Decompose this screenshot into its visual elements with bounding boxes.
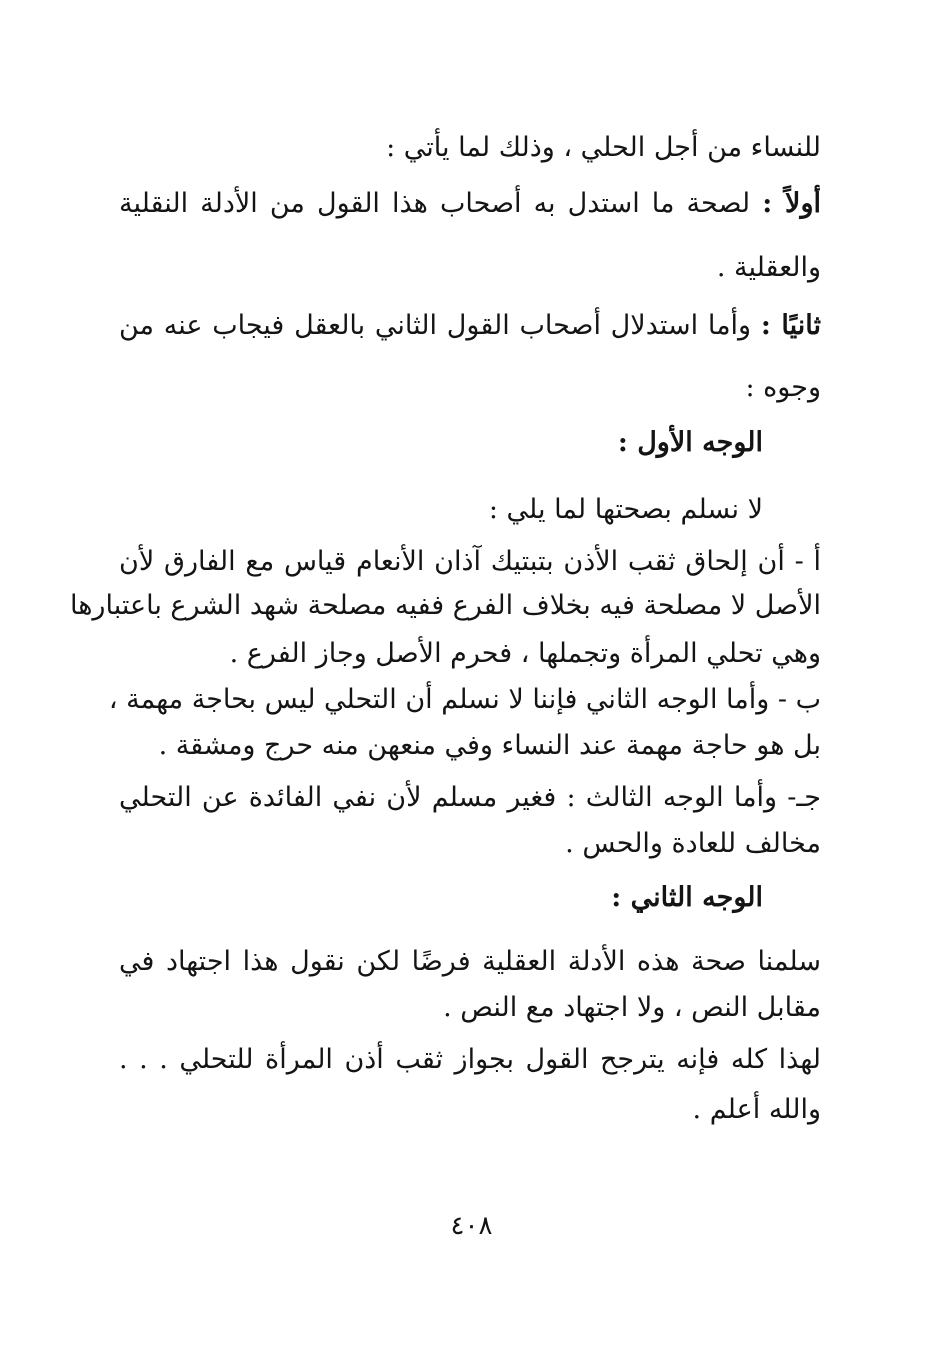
lead-second: ثانيًا : xyxy=(760,310,821,341)
text-line-4 xyxy=(119,306,821,346)
text-line-16 xyxy=(119,942,821,982)
line-text: أ - أن إلحاق ثقب الأذن بتبتيك آذان الأنعام قياس مع الفارق لأن xyxy=(119,546,821,577)
text-line-12 xyxy=(119,726,821,766)
line-text: بل هو حاجة مهمة عند النساء وفي منعهن منه حرج ومشقة . xyxy=(158,730,821,761)
line-text: ب - وأما الوجه الثاني فإننا لا نسلم أن التحلي ليس بحاجة مهمة ، xyxy=(108,684,821,715)
section-heading-second xyxy=(119,878,763,918)
line-text: والعقلية . xyxy=(716,252,821,283)
line-text: لهذا كله فإنه يترجح القول بجواز ثقب أذن المرأة للتحلي . . . xyxy=(119,1044,821,1075)
line-text: وأما استدلال أصحاب القول الثاني بالعقل فيجاب عنه من xyxy=(119,310,752,341)
line-text: والله أعلم . xyxy=(692,1094,821,1125)
text-line-18 xyxy=(119,1040,821,1080)
text-line-7 xyxy=(119,490,763,530)
page-number: ٤٠٨ xyxy=(450,1211,493,1241)
lead-first: أولاً : xyxy=(762,188,821,219)
section-heading-first xyxy=(119,423,763,463)
text-line-14 xyxy=(119,824,821,864)
line-text: سلمنا صحة هذه الأدلة العقلية فرضًا لكن نقول هذا اجتهاد في xyxy=(119,946,821,977)
line-text: لا نسلم بصحتها لما يلي : xyxy=(488,494,763,525)
text-line-2 xyxy=(119,184,821,224)
text-line-11 xyxy=(108,680,821,720)
text-line-9 xyxy=(69,586,821,626)
text-line-13 xyxy=(119,778,821,818)
line-text: للنساء من أجل الحلي ، وذلك لما يأتي : xyxy=(386,132,821,163)
heading-text: الوجه الأول : xyxy=(617,427,763,458)
text-line-19 xyxy=(119,1090,821,1130)
text-line-10 xyxy=(119,634,821,674)
heading-text: الوجه الثاني : xyxy=(611,882,763,913)
text-line-5 xyxy=(119,368,821,408)
line-text: مخالف للعادة والحس . xyxy=(565,828,821,859)
line-text: جـ- وأما الوجه الثالث : فغير مسلم لأن نفي الفائدة عن التحلي xyxy=(119,782,821,813)
line-text: وهي تحلي المرأة وتجملها ، فحرم الأصل وجاز الفرع . xyxy=(229,638,821,669)
text-line-8 xyxy=(119,542,821,582)
line-text: الأصل لا مصلحة فيه بخلاف الفرع ففيه مصلحة شهد الشرع باعتبارها xyxy=(69,590,821,621)
line-text: لصحة ما استدل به أصحاب هذا القول من الأدلة النقلية xyxy=(119,188,751,219)
text-line-3 xyxy=(119,248,821,288)
text-line-1 xyxy=(119,128,821,168)
line-text: مقابل النص ، ولا اجتهاد مع النص . xyxy=(443,992,821,1023)
line-text: وجوه : xyxy=(745,372,821,403)
text-line-17 xyxy=(119,988,821,1028)
